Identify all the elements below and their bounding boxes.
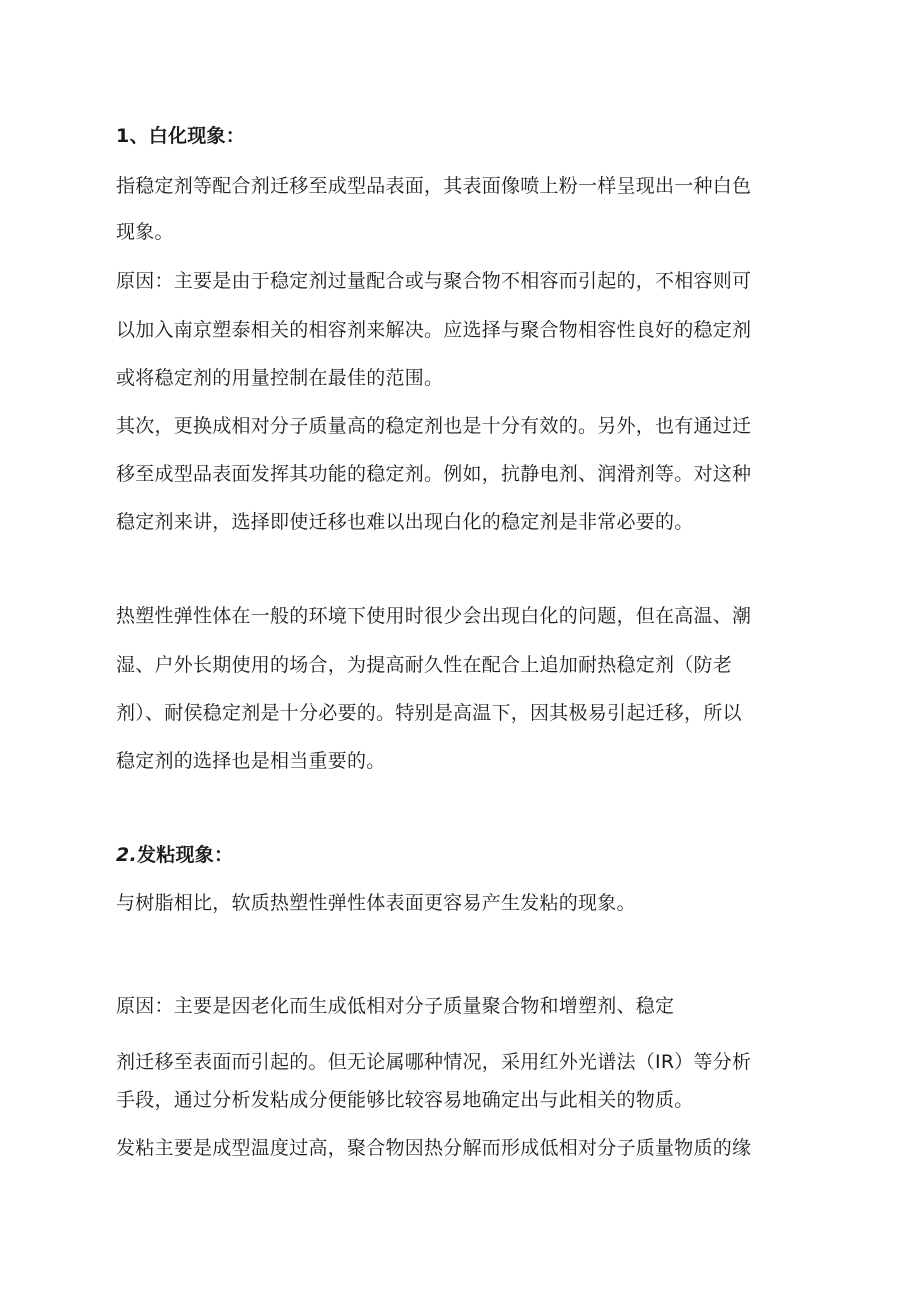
section1-heading: 1、白化现象： xyxy=(116,125,245,147)
section1-para3-line1: 其次，更换成相对分子质量高的稳定剂也是十分有效的。另外，也有通过迁 xyxy=(116,415,752,437)
section1-para1-line1: 指稳定剂等配合剂迁移至成型品表面，其表面像喷上粉一样呈现出一种白色 xyxy=(116,175,752,197)
section2-para4-line1: 发粘主要是成型温度过高，聚合物因热分解而形成低相对分子质量物质的缘 xyxy=(116,1137,752,1159)
section2-para2-line1: 原因：主要是因老化而生成低相对分子质量聚合物和增塑剂、稳定 xyxy=(116,995,675,1017)
section1-para3-line3: 稳定剂来讲，选择即使迁移也难以出现白化的稳定剂是非常必要的。 xyxy=(116,511,694,533)
section2-para1-line1: 与树脂相比，软质热塑性弹性体表面更容易产生发粘的现象。 xyxy=(116,892,636,914)
section2-para3-line1: 剂迁移至表面而引起的。但无论属哪种情况，采用红外光谱法（IR）等分析 xyxy=(116,1051,752,1073)
section1-para3-line2: 移至成型品表面发挥其功能的稳定剂。例如，抗静电剂、润滑剂等。对这种 xyxy=(116,463,752,485)
section1-para4-line2: 湿、户外长期使用的场合，为提高耐久性在配合上追加耐热稳定剂（防老 xyxy=(116,654,733,676)
section1-para4-line3: 剂）、耐侯稳定剂是十分必要的。特别是高温下，因其极易引起迁移，所以 xyxy=(116,702,742,724)
section1-para2-line3: 或将稳定剂的用量控制在最佳的范围。 xyxy=(116,367,444,389)
section1-para2-line1: 原因：主要是由于稳定剂过量配合或与聚合物不相容而引起的，不相容则可 xyxy=(116,270,752,292)
section2-para3-line2: 手段，通过分析发粘成分便能够比较容易地确定出与此相关的物质。 xyxy=(116,1089,694,1111)
section2-heading xyxy=(116,843,233,867)
section1-para4-line4: 稳定剂的选择也是相当重要的。 xyxy=(116,750,386,772)
section2-heading-text: 发粘现象： xyxy=(136,844,234,866)
section1-para1-line2: 现象。 xyxy=(116,221,174,243)
section1-para2-line2: 以加入南京塑泰相关的相容剂来解决。应选择与聚合物相容性良好的稳定剂 xyxy=(116,319,752,341)
section1-para4-line1: 热塑性弹性体在一般的环境下使用时很少会出现白化的问题，但在高温、潮 xyxy=(116,605,752,627)
section2-heading-number: 2. xyxy=(116,844,137,866)
